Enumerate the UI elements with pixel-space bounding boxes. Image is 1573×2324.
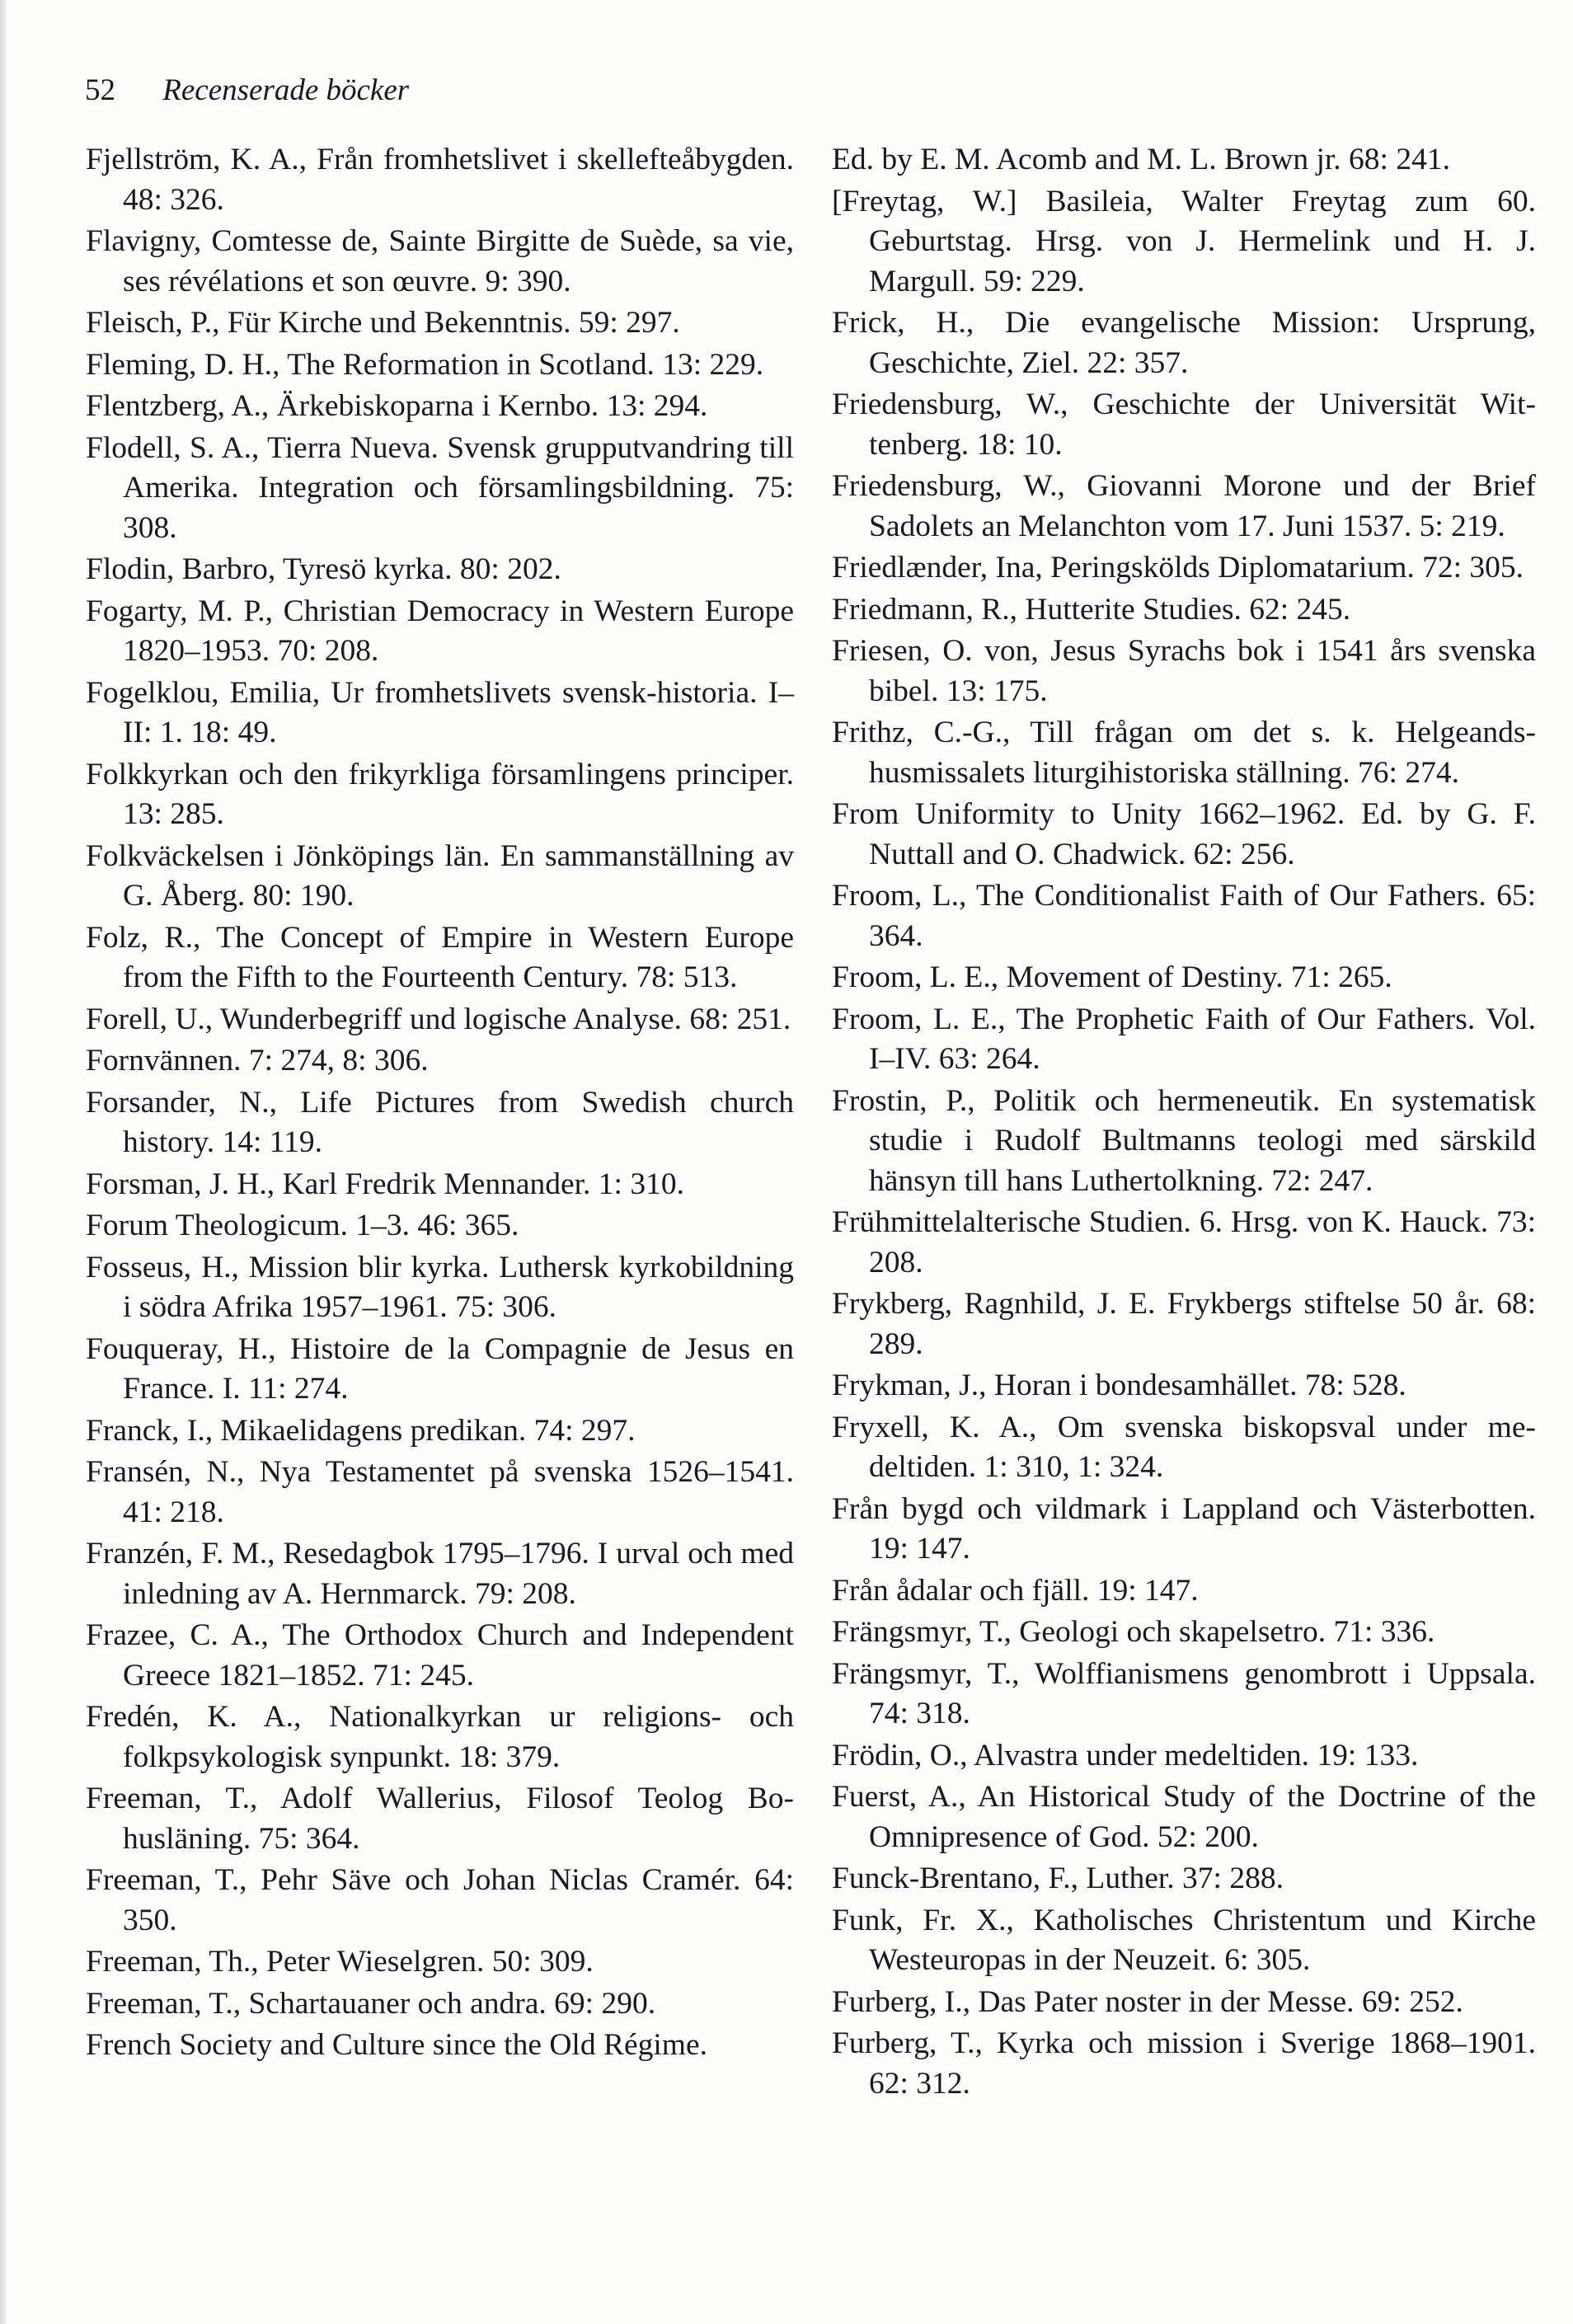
index-entry: Fuerst, A., An Historical Study of the Doctrine of the Omnipresence of God. 52: 200. [832,1780,1536,1854]
index-entry: Freeman, T., Adolf Wallerius, Filosof Teolog Bohusläning. 75: 364. [86,1782,794,1856]
index-entry: Flodin, Barbro, Tyresö kyrka. 80: 202. [86,552,561,586]
index-entry: Flavigny, Comtesse de, Sainte Birgitte de Suède, sa vie, ses révélations et son œuvre. 9: 390. [86,224,794,298]
index-entry: Forell, U., Wunderbegriff und logische Analyse. 68: 251. [86,1002,791,1036]
index-entry: Fouqueray, H., Histoire de la Compagnie de Jesus en France. I. 11: 274. [86,1331,794,1406]
index-entry: Folkkyrkan och den frikyrkliga församlingens principer. 13: 285. [86,757,794,831]
index-entry: Freeman, T., Pehr Säve och Johan Niclas Cramér. 64: 350. [86,1863,794,1937]
index-entry: Froom, L., The Conditionalist Faith of Our Fathers. 65: 364. [832,879,1536,953]
page-number: 52 [85,73,115,107]
index-entry: French Society and Culture since the Old Régime. [86,2028,707,2062]
index-entry: Furberg, T., Kyrka och mission i Sverige 1868–1901. 62: 312. [832,2026,1536,2101]
index-entry: Frick, H., Die evangelische Mission: Ursprung, Geschichte, Ziel. 22: 357. [832,306,1536,380]
index-entry: Fornvännen. 7: 274, 8: 306. [86,1044,429,1077]
index-entry: Frödin, O., Alvastra under medeltiden. 19: 133. [832,1738,1419,1772]
index-entry: Fogarty, M. P., Christian Democracy in Western Europe 1820–1953. 70: 208. [86,594,794,668]
left-column [86,140,794,2066]
index-entry: Flentzberg, A., Ärkebiskoparna i Kernbo. 13: 294. [86,389,708,423]
index-entry: Frazee, C. A., The Orthodox Church and Independent Greece 1821–1852. 71: 245. [86,1618,794,1693]
index-entry: Forum Theologicum. 1–3. 46: 365. [86,1209,519,1242]
index-entry: Frühmittelalterische Studien. 6. Hrsg. von K. Hauck. 73: 208. [832,1205,1536,1279]
index-entry: Friedensburg, W., Giovanni Morone und der Brief Sadolets an Melanchton vom 17. Juni 1537. 5: 219. [832,469,1536,543]
index-entry: Fredén, K. A., Nationalkyrkan ur religions- och folkpsykologisk synpunkt. 18: 379. [86,1700,794,1774]
index-entry: Forsander, N., Life Pictures from Swedish church history. 14: 119. [86,1085,794,1159]
index-entry: Flodell, S. A., Tierra Nueva. Svensk grupputvandring till Amerika. Integration och församlingsbildning. 75: 308. [86,430,794,545]
index-entry: Frykman, J., Horan i bondesamhället. 78: 528. [832,1369,1406,1402]
index-entry: Folkväckelsen i Jönköpings län. En sammanställning av G. Åberg. 80: 190. [86,838,794,913]
index-entry: Fryxell, K. A., Om svenska biskopsval under medeltiden. 1: 310, 1: 324. [832,1410,1536,1484]
index-entry: Från bygd och vildmark i Lappland och Västerbotten. 19: 147. [832,1491,1536,1566]
index-entry: Folz, R., The Concept of Empire in Western Europe from the Fifth to the Fourteenth Century. 78: 513. [86,920,794,994]
index-entry: Forsman, J. H., Karl Fredrik Mennander. 1: 310. [86,1167,684,1201]
index-entry: Freeman, T., Schartauaner och andra. 69: 290. [86,1986,656,2021]
index-entry: Ed. by E. M. Acomb and M. L. Brown jr. 68: 241. [832,143,1450,176]
index-entry: Fransén, N., Nya Testamentet på svenska 1526–1541. 41: 218. [86,1455,794,1529]
index-entry: [Freytag, W.] Basileia, Walter Freytag zum 60. Geburtstag. Hrsg. von J. Hermelink und H. J. Margull. 59: 229. [832,184,1536,298]
index-entry: Från ådalar och fjäll. 19: 147. [832,1573,1199,1608]
index-entry: Fleming, D. H., The Reformation in Scotland. 13: 229. [86,347,764,382]
index-entry: Funck-Brentano, F., Luther. 37: 288. [832,1862,1284,1895]
index-entry: Freeman, Th., Peter Wieselgren. 50: 309. [86,1945,594,1979]
index-entry: Friedmann, R., Hutterite Studies. 62: 245. [832,592,1351,627]
index-entry: Frostin, P., Politik och hermeneutik. En systematisk studie i Rudolf Bultmanns teologi med särskild hänsyn till hans Luthertolkning. 72: 247. [832,1083,1536,1198]
right-column [832,140,1536,2104]
index-entry: Frykberg, Ragnhild, J. E. Frykbergs stiftelse 50 år. 68: 289. [832,1287,1536,1361]
index-entry: Friedlænder, Ina, Peringskölds Diplomatarium. 72: 305. [832,551,1524,585]
page-edge-shadow [0,0,8,2324]
index-entry: Frängsmyr, T., Geologi och skapelsetro. 71: 336. [832,1615,1435,1649]
index-entry: Friedensburg, W., Geschichte der Universität Wittenberg. 18: 10. [832,387,1536,462]
index-entry: Frängsmyr, T., Wolffianismens genombrott i Uppsala. 74: 318. [832,1656,1536,1730]
index-entry: Friesen, O. von, Jesus Syrachs bok i 1541 års svenska bibel. 13: 175. [832,634,1536,708]
index-entry: Franzén, F. M., Resedagbok 1795–1796. I urval och med inledning av A. Hernmarck. 79: 208. [86,1537,794,1611]
index-entry: Fleisch, P., Für Kirche und Bekenntnis. 59: 297. [86,306,680,340]
page-header [85,73,409,109]
index-entry: Frithz, C.-G., Till frågan om det s. k. Helgeandshusmissalets liturgihistoriska ställning. 76: 274. [832,716,1536,790]
index-entry: Fogelklou, Emilia, Ur fromhetslivets svensk-historia. I–II: 1. 18: 49. [86,675,794,749]
index-entry: Furberg, I., Das Pater noster in der Messe. 69: 252. [832,1984,1463,2019]
index-entry: Froom, L. E., The Prophetic Faith of Our Fathers. Vol. I–IV. 63: 264. [832,1002,1536,1076]
index-entry: From Uniformity to Unity 1662–1962. Ed. by G. F. Nuttall and O. Chadwick. 62: 256. [832,797,1536,871]
index-entry: Franck, I., Mikaelidagens predikan. 74: 297. [86,1413,636,1448]
index-entry: Fjellström, K. A., Från fromhetslivet i skellefteåbygden. 48: 326. [86,143,794,217]
index-entry: Fosseus, H., Mission blir kyrka. Luthersk kyrkobildning i södra Afrika 1957–1961. 75: 306. [86,1250,794,1324]
running-title: Recenserade böcker [162,73,410,107]
index-entry: Funk, Fr. X., Katholisches Christentum und Kirche Westeuropas in der Neuzeit. 6: 305. [832,1903,1536,1977]
index-entry: Froom, L. E., Movement of Destiny. 71: 265. [832,960,1392,994]
